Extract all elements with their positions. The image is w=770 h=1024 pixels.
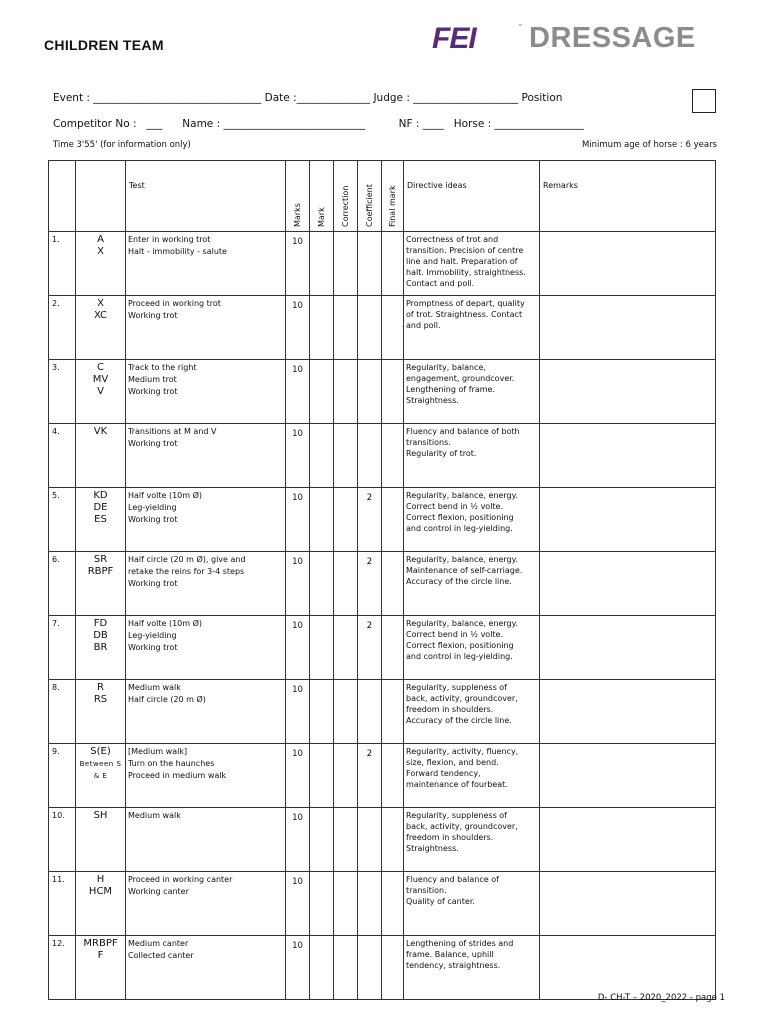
movement-number: 8. bbox=[49, 680, 76, 744]
coefficient: 2 bbox=[358, 744, 382, 808]
coefficient bbox=[358, 808, 382, 872]
movement-letters: FD DB BR bbox=[76, 616, 126, 680]
movement-letters: SH bbox=[76, 808, 126, 872]
remarks-input[interactable] bbox=[540, 296, 716, 360]
header-marks: Marks bbox=[286, 161, 310, 232]
directive-ideas: Regularity, balance, energy. Correct bend in ½ volte. Correct flexion, positioning and control in leg-yielding. bbox=[404, 488, 540, 552]
header-correction: Correction bbox=[334, 161, 358, 232]
max-marks: 10 bbox=[286, 872, 310, 936]
movement-number: 11. bbox=[49, 872, 76, 936]
coefficient bbox=[358, 936, 382, 1000]
directive-ideas: Regularity, suppleness of back, activity, groundcover, freedom in shoulders. Accuracy of the circle line. bbox=[404, 680, 540, 744]
final-mark-input[interactable] bbox=[382, 616, 404, 680]
max-marks: 10 bbox=[286, 360, 310, 424]
table-row bbox=[49, 680, 716, 744]
max-marks: 10 bbox=[286, 552, 310, 616]
max-marks: 10 bbox=[286, 488, 310, 552]
test-description: Proceed in working canter Working canter bbox=[126, 872, 286, 936]
test-description: Track to the right Medium trot Working trot bbox=[126, 360, 286, 424]
remarks-input[interactable] bbox=[540, 744, 716, 808]
remarks-input[interactable] bbox=[540, 680, 716, 744]
correction-input[interactable] bbox=[334, 232, 358, 296]
table-row bbox=[49, 360, 716, 424]
mark-input[interactable] bbox=[310, 680, 334, 744]
mark-input[interactable] bbox=[310, 872, 334, 936]
movement-letters: R RS bbox=[76, 680, 126, 744]
directive-ideas: Fluency and balance of transition. Quality of canter. bbox=[404, 872, 540, 936]
directive-ideas: Correctness of trot and transition. Precision of centre line and halt. Preparation of halt. Immobility, straightness. Contact and poll. bbox=[404, 232, 540, 296]
test-description: Medium canter Collected canter bbox=[126, 936, 286, 1000]
table-row bbox=[49, 744, 716, 808]
correction-input[interactable] bbox=[334, 680, 358, 744]
movement-number: 9. bbox=[49, 744, 76, 808]
correction-input[interactable] bbox=[334, 744, 358, 808]
test-description: Medium walk Half circle (20 m Ø) bbox=[126, 680, 286, 744]
coefficient bbox=[358, 872, 382, 936]
coefficient bbox=[358, 296, 382, 360]
remarks-input[interactable] bbox=[540, 936, 716, 1000]
remarks-input[interactable] bbox=[540, 424, 716, 488]
max-marks: 10 bbox=[286, 680, 310, 744]
movement-letters: C MV V bbox=[76, 360, 126, 424]
remarks-input[interactable] bbox=[540, 808, 716, 872]
max-marks: 10 bbox=[286, 616, 310, 680]
movement-letters: MRBPF F bbox=[76, 936, 126, 1000]
mark-input[interactable] bbox=[310, 296, 334, 360]
movement-letters: S(E) Between S & E bbox=[76, 744, 126, 808]
fei-logo-text: FEI bbox=[432, 22, 476, 55]
final-mark-input[interactable] bbox=[382, 488, 404, 552]
directive-ideas: Regularity, balance, energy. Maintenance of self-carriage. Accuracy of the circle line. bbox=[404, 552, 540, 616]
max-marks: 10 bbox=[286, 424, 310, 488]
movement-number: 10. bbox=[49, 808, 76, 872]
final-mark-input[interactable] bbox=[382, 232, 404, 296]
correction-input[interactable] bbox=[334, 808, 358, 872]
mark-input[interactable] bbox=[310, 616, 334, 680]
table-row bbox=[49, 424, 716, 488]
test-description: Half circle (20 m Ø), give and retake the reins for 3-4 steps Working trot bbox=[126, 552, 286, 616]
final-mark-input[interactable] bbox=[382, 552, 404, 616]
coefficient bbox=[358, 232, 382, 296]
movement-number: 3. bbox=[49, 360, 76, 424]
competitor-name-nf-horse-line[interactable]: Competitor No : ___ Name : ___________________________ NF : ____ Horse : _________________ bbox=[53, 118, 584, 130]
coefficient bbox=[358, 424, 382, 488]
directive-ideas: Regularity, balance, engagement, groundcover. Lengthening of frame. Straightness. bbox=[404, 360, 540, 424]
table-row bbox=[49, 232, 716, 296]
mark-input[interactable] bbox=[310, 744, 334, 808]
remarks-input[interactable] bbox=[540, 616, 716, 680]
max-marks: 10 bbox=[286, 744, 310, 808]
mark-input[interactable] bbox=[310, 552, 334, 616]
movement-letters: VK bbox=[76, 424, 126, 488]
test-description: Half volte (10m Ø) Leg-yielding Working trot bbox=[126, 488, 286, 552]
movement-letters: SR RBPF bbox=[76, 552, 126, 616]
directive-ideas: Regularity, activity, fluency, size, flexion, and bend. Forward tendency, maintenance of fourbeat. bbox=[404, 744, 540, 808]
movement-letters: X XC bbox=[76, 296, 126, 360]
page-title: CHILDREN TEAM bbox=[44, 37, 164, 53]
remarks-input[interactable] bbox=[540, 872, 716, 936]
correction-input[interactable] bbox=[334, 552, 358, 616]
table-row bbox=[49, 296, 716, 360]
table-header-row bbox=[49, 161, 716, 232]
directive-ideas: Lengthening of strides and frame. Balance, uphill tendency, straightness. bbox=[404, 936, 540, 1000]
fei-dressage-logo bbox=[432, 22, 737, 54]
score-table bbox=[48, 160, 716, 1000]
table-row bbox=[49, 616, 716, 680]
table-row bbox=[49, 872, 716, 936]
correction-input[interactable] bbox=[334, 296, 358, 360]
max-marks: 10 bbox=[286, 296, 310, 360]
correction-input[interactable] bbox=[334, 936, 358, 1000]
movement-number: 12. bbox=[49, 936, 76, 1000]
dressage-logo-text: DRESSAGE bbox=[529, 22, 696, 54]
movement-letters: H HCM bbox=[76, 872, 126, 936]
correction-input[interactable] bbox=[334, 360, 358, 424]
movement-note: Between S & E bbox=[79, 760, 122, 780]
mark-input[interactable] bbox=[310, 232, 334, 296]
trademark-mark: ™ bbox=[518, 24, 523, 30]
header-mark: Mark bbox=[310, 161, 334, 232]
time-info: Time 3'55' (for information only) bbox=[53, 140, 191, 150]
table-row bbox=[49, 808, 716, 872]
coefficient: 2 bbox=[358, 488, 382, 552]
remarks-input[interactable] bbox=[540, 552, 716, 616]
minimum-age-info: Minimum age of horse : 6 years bbox=[581, 140, 717, 150]
position-box[interactable] bbox=[692, 89, 716, 113]
final-mark-input[interactable] bbox=[382, 936, 404, 1000]
directive-ideas: Promptness of depart, quality of trot. Straightness. Contact and poll. bbox=[404, 296, 540, 360]
mark-input[interactable] bbox=[310, 936, 334, 1000]
directive-ideas: Regularity, suppleness of back, activity, groundcover, freedom in shoulders. Straightness. bbox=[404, 808, 540, 872]
mark-input[interactable] bbox=[310, 360, 334, 424]
max-marks: 10 bbox=[286, 936, 310, 1000]
test-description: Medium walk bbox=[126, 808, 286, 872]
mark-input[interactable] bbox=[310, 488, 334, 552]
coefficient bbox=[358, 360, 382, 424]
final-mark-input[interactable] bbox=[382, 360, 404, 424]
movement-letters: KD DE ES bbox=[76, 488, 126, 552]
header-movement bbox=[76, 161, 126, 232]
test-description: Half volte (10m Ø) Leg-yielding Working trot bbox=[126, 616, 286, 680]
final-mark-input[interactable] bbox=[382, 808, 404, 872]
header-final-mark: Final mark bbox=[382, 161, 404, 232]
header-remarks: Remarks bbox=[540, 161, 716, 232]
final-mark-input[interactable] bbox=[382, 680, 404, 744]
header-test: Test bbox=[126, 161, 286, 232]
header-directive-ideas: Directive ideas bbox=[404, 161, 540, 232]
movement-number: 4. bbox=[49, 424, 76, 488]
movement-number: 5. bbox=[49, 488, 76, 552]
test-description: [Medium walk] Turn on the haunches Proceed in medium walk bbox=[126, 744, 286, 808]
movement-number: 1. bbox=[49, 232, 76, 296]
movement-letters: A X bbox=[76, 232, 126, 296]
final-mark-input[interactable] bbox=[382, 296, 404, 360]
final-mark-input[interactable] bbox=[382, 872, 404, 936]
event-date-judge-line[interactable]: Event : ________________________________ Date :______________ Judge : ____________________ Position bbox=[53, 92, 563, 104]
table-row bbox=[49, 552, 716, 616]
page-footer: D- CH-T – 2020_2022 - page 1 bbox=[597, 993, 725, 1003]
correction-input[interactable] bbox=[334, 872, 358, 936]
movement-number: 2. bbox=[49, 296, 76, 360]
directive-ideas: Regularity, balance, energy. Correct bend in ½ volte. Correct flexion, positioning and control in leg-yielding. bbox=[404, 616, 540, 680]
mark-input[interactable] bbox=[310, 808, 334, 872]
coefficient: 2 bbox=[358, 616, 382, 680]
test-description: Proceed in working trot Working trot bbox=[126, 296, 286, 360]
final-mark-input[interactable] bbox=[382, 744, 404, 808]
header-number bbox=[49, 161, 76, 232]
mark-input[interactable] bbox=[310, 424, 334, 488]
max-marks: 10 bbox=[286, 232, 310, 296]
test-description: Transitions at M and V Working trot bbox=[126, 424, 286, 488]
final-mark-input[interactable] bbox=[382, 424, 404, 488]
directive-ideas: Fluency and balance of both transitions. Regularity of trot. bbox=[404, 424, 540, 488]
table-row bbox=[49, 936, 716, 1000]
remarks-input[interactable] bbox=[540, 360, 716, 424]
correction-input[interactable] bbox=[334, 616, 358, 680]
remarks-input[interactable] bbox=[540, 488, 716, 552]
max-marks: 10 bbox=[286, 808, 310, 872]
header-coefficient: Coefficient bbox=[358, 161, 382, 232]
correction-input[interactable] bbox=[334, 424, 358, 488]
remarks-input[interactable] bbox=[540, 232, 716, 296]
table-row bbox=[49, 488, 716, 552]
test-description: Enter in working trot Halt - immobility - salute bbox=[126, 232, 286, 296]
coefficient: 2 bbox=[358, 552, 382, 616]
correction-input[interactable] bbox=[334, 488, 358, 552]
coefficient bbox=[358, 680, 382, 744]
movement-number: 6. bbox=[49, 552, 76, 616]
movement-number: 7. bbox=[49, 616, 76, 680]
